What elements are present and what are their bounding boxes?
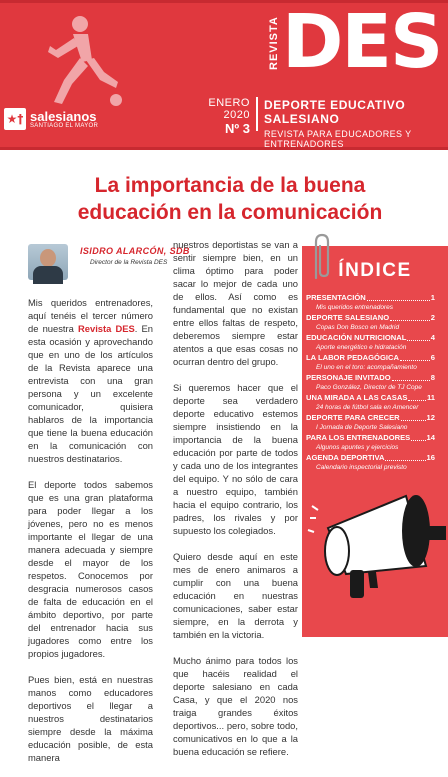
article-title-line2: educación en la comunicación — [77, 201, 383, 224]
brand-subtitle: SANTIAGO EL MAYOR — [30, 122, 99, 129]
index-item[interactable] — [306, 313, 435, 332]
paragraph-text: Mis queridos entrenadores, aquí tenéis el tercer número de nuestra — [28, 297, 153, 334]
index-item-page: 4 — [430, 333, 435, 342]
article-title-line1: La importancia de la buena — [94, 174, 366, 197]
index-item-label: AGENDA DEPORTIVA — [306, 453, 385, 462]
paragraph: El deporte todos sabemos que es una gran plataforma para poder llegar a los jóvenes, pero no es menos importante el llegar de una manera adecuada y siempre desde el mayor de los respetos. Conocemos por desgracia numerosos casos de falta de educación en el ámbito deportivo, por parte del entrenador hacia sus jugadores como entre los propios jugadores. — [28, 479, 153, 659]
index-item-subtitle: Algunos apuntes y ejercicios — [316, 444, 399, 451]
index-item[interactable] — [306, 373, 435, 392]
index-item-page: 11 — [426, 393, 435, 402]
magazine-name-highlight: Revista DES — [78, 323, 135, 334]
index-item-page: 8 — [430, 373, 435, 382]
magazine-tagline — [264, 98, 448, 149]
paragraph: Mucho ánimo para todos los que hacéis realidad el deporte salesiano en cada Casa, y que el 2020 nos traiga grandes éxitos deportivos... pero, sobre todo, comunicativos en lo que a la buena educación se refiere. — [173, 655, 298, 757]
article-column-1 — [28, 296, 153, 777]
brand-name: salesianos — [30, 108, 97, 124]
index-item-label: PRESENTACIÓN — [306, 293, 366, 302]
index-item-subtitle: 24 horas de fútbol sala en Amencer — [316, 404, 419, 411]
salesianos-logo — [4, 108, 98, 130]
author-name: ISIDRO ALARCÓN, SDB — [80, 246, 190, 256]
paragraph: Quiero desde aquí en este mes de enero animaros a cumplir con una buena educación en nuestras comunicaciones, saber estar siempre, en la derrota y también en la victoria. — [173, 551, 298, 640]
index-item-subtitle: I Jornada de Deporte Salesiano — [316, 424, 408, 431]
index-item[interactable] — [306, 433, 435, 452]
magazine-header — [0, 0, 448, 150]
megaphone-icon — [306, 488, 448, 608]
index-item[interactable] — [306, 353, 435, 372]
index-item-label: UNA MIRADA A LAS CASAS — [306, 393, 408, 402]
index-item[interactable] — [306, 333, 435, 352]
paperclip-icon — [306, 232, 336, 282]
index-item-subtitle: Calendario inspectorial previsto — [316, 464, 407, 471]
index-item-label: DEPORTE SALESIANO — [306, 313, 390, 322]
issue-date: ENERO 2020 — [208, 97, 250, 121]
index-item-page: 16 — [426, 453, 435, 462]
revista-label: REVISTA — [268, 16, 280, 70]
author-role: Director de la Revista DES — [90, 259, 168, 266]
meta-divider — [256, 97, 258, 131]
author-photo-body — [33, 266, 63, 284]
index-item-subtitle: Paco González, Director de TJ Cope — [316, 384, 422, 391]
index-item-page: 6 — [430, 353, 435, 362]
soccer-player-illustration — [28, 10, 128, 110]
paragraph: nuestros deportistas se van a sentir siempre bien, en un clima óptimo para poder sacar lo mejor de cada uno de ellos. Así como es fundamental que no existan entre ellos faltas de respeto, deberemos siempre estar atentos a que esas cosas no ocurran dentro del grupo. — [173, 239, 298, 367]
index-item[interactable] — [306, 413, 435, 432]
salesianos-emblem-icon: ★† — [4, 108, 26, 130]
index-item-subtitle: El uno en el toro: acompañamiento — [316, 364, 417, 371]
paragraph: Si queremos hacer que el deporte sea verdadero deporte educativo estemos siempre insistiendo en la importancia de la buena educación por parte de todos y cada uno de los integrantes del equipo. Y no sólo de cara a nuestro equipo, también hacia el equipo contrario, los padres, los rivales y por supuesto los colegiados. — [173, 382, 298, 536]
index-item-page: 14 — [426, 433, 435, 442]
index-item-label: LA LABOR PEDAGÓGICA — [306, 353, 399, 362]
article-column-2 — [173, 238, 298, 771]
index-item-subtitle: Copas Don Bosco en Madrid — [316, 324, 400, 331]
paragraph-text: . En esta ocasión y aprovechando que en uno de los artículos de la Revista aparece una entrevista con una gran persona y un excelente comunicador, quisiera hablaros de la importancia que tiene la buena educación en la comunicación con nuestros destinatarios. — [28, 323, 153, 464]
index-item-page: 1 — [430, 293, 435, 302]
issue-meta — [192, 97, 250, 136]
des-masthead: DES — [282, 0, 442, 85]
index-item-subtitle: Mis queridos entrenadores — [316, 304, 393, 311]
paragraph — [28, 296, 153, 465]
tagline-secondary: REVISTA PARA EDUCADORES Y ENTRENADORES — [264, 129, 412, 149]
index-item-page: 12 — [426, 413, 435, 422]
paragraph: Pues bien, está en nuestras manos como educadores deportivos el llegar a nuestros destinatarios siempre desde la máxima educación posible, de esta manera — [28, 674, 153, 763]
index-item-label: PARA LOS ENTRENADORES — [306, 433, 411, 442]
index-item-page: 2 — [430, 313, 435, 322]
index-list — [306, 293, 435, 473]
index-item[interactable] — [306, 393, 435, 412]
tagline-primary: DEPORTE EDUCATIVO SALESIANO — [264, 98, 406, 126]
author-photo-head — [40, 249, 56, 267]
index-item-subtitle: Aporte energético e hidratación — [316, 344, 407, 351]
index-item[interactable] — [306, 293, 435, 312]
index-item-label: DEPORTE PARA CRECER — [306, 413, 400, 422]
index-item-label: EDUCACIÓN NUTRICIONAL — [306, 333, 407, 342]
issue-number: Nº 3 — [225, 121, 250, 136]
index-item[interactable] — [306, 453, 435, 472]
index-title: ÍNDICE — [338, 260, 412, 281]
author-photo — [28, 244, 68, 280]
article-title — [30, 172, 430, 226]
index-item-label: PERSONAJE INVITADO — [306, 373, 391, 382]
